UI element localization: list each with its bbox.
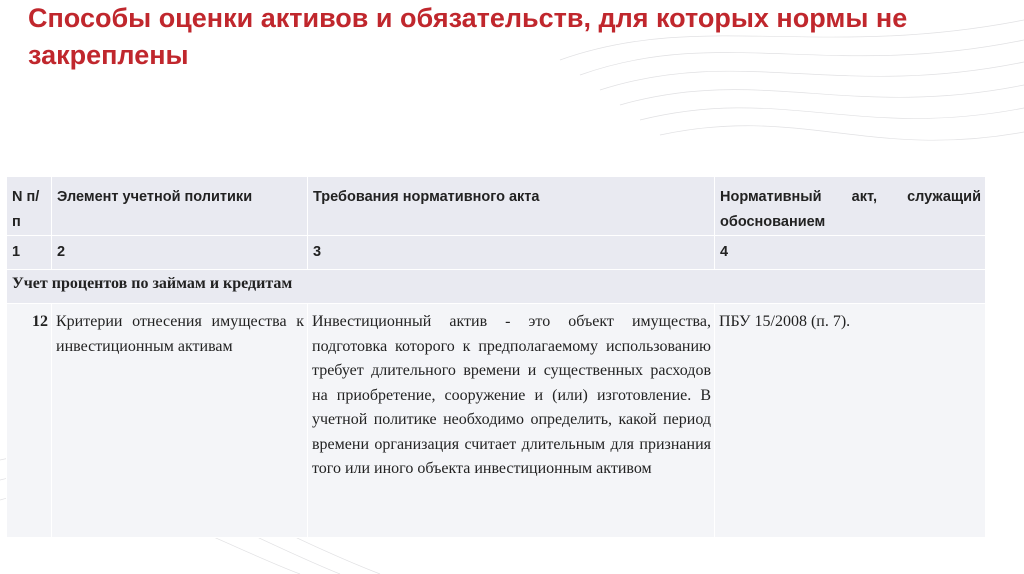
column-number: 2 — [57, 244, 66, 260]
column-number: 1 — [12, 244, 21, 260]
column-numbering-row — [7, 236, 986, 270]
requirement-cell: Инвестиционный актив - это объект имущества, подготовка которого к предполагаемому использованию требует длительного времени и существенных расходов на приобретение, сооружение и (или) изготовление. В учетной политике необходимо определить, какой период времени организация считает длительным для признания того или иного объекта инвестиционным активом — [312, 313, 711, 477]
table-row — [7, 304, 986, 538]
column-header: N п/п — [12, 189, 40, 230]
regulatory-act-cell: ПБУ 15/2008 (п. 7). — [719, 313, 851, 330]
policy-element-cell: Критерии отнесения имущества к инвестиционным активам — [56, 313, 304, 355]
column-number: 4 — [720, 244, 729, 260]
section-title: Учет процентов по займам и кредитам — [12, 275, 293, 292]
row-number: 12 — [32, 313, 48, 330]
table-header-row — [7, 177, 986, 236]
column-header: Элемент учетной политики — [57, 189, 253, 205]
section-row — [7, 270, 986, 304]
column-header: Нормативный акт, служащий обоснованием — [720, 189, 981, 230]
column-header: Требования нормативного акта — [313, 189, 540, 205]
column-number: 3 — [313, 244, 322, 260]
accounting-policy-table — [6, 176, 986, 538]
page-title: Способы оценки активов и обязательств, для которых нормы не закреплены — [28, 3, 908, 70]
